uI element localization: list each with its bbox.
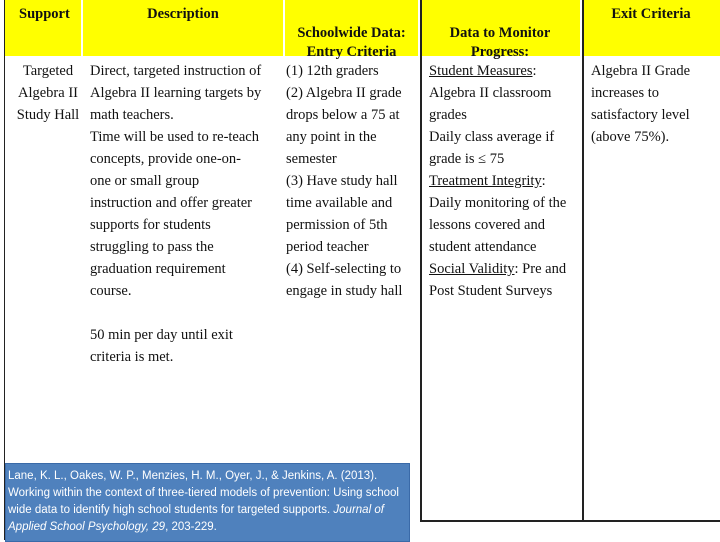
header-schoolwide (285, 0, 418, 60)
citation-authors: Lane, K. L., Oakes, W. P., Menzies, H. M., Oyer, J., & Jenkins, A. (2013). Working within the context of three-tiered models of prevention: Using school wide data to identify high school students for targeted supports. (8, 470, 399, 516)
header-support (5, 0, 81, 56)
citation-pages: , 203-229. (165, 521, 217, 533)
table-bottom-border (420, 520, 720, 522)
student-measures-text: : Algebra II classroom grades Daily class average if grade is ≤ 75 (429, 63, 555, 167)
monitor-cell (429, 60, 584, 302)
header-description (83, 0, 283, 56)
social-validity-label: Social Validity (429, 261, 515, 277)
exit-criteria-cell: Algebra II Grade increases to satisfactory level (above 75%). (591, 63, 691, 145)
column-divider (4, 0, 5, 540)
header-schoolwide-label: Schoolwide Data: Entry Criteria (297, 25, 406, 60)
description-duration: 50 min per day until exit criteria is met. (90, 327, 233, 365)
header-description-label: Description (147, 6, 219, 22)
header-support-label: Support (19, 6, 70, 22)
column-divider (420, 0, 422, 522)
citation-box (5, 463, 410, 542)
header-exit (582, 0, 720, 56)
header-monitor-label: Data to Monitor Progress: (449, 25, 551, 60)
entry-criteria-cell: (1) 12th graders (2) Algebra II grade drops below a 75 at any point in the semester (3) Have study hall time available and permission of 5th period teacher (4) Self-selecting to engage in study hall (286, 63, 403, 299)
header-monitor (420, 0, 580, 60)
support-cell: Targeted Algebra II Study Hall (16, 63, 80, 123)
student-measures-label: Student Measures (429, 63, 533, 79)
description-cell: Direct, targeted instruction of Algebra II learning targets by math teachers. Time will be used to re-teach concepts, provide one-on- one or small group instruction and offer greater supports for students struggling to pass the graduation requirement course. (90, 63, 262, 299)
treatment-integrity-label: Treatment Integrity (429, 173, 542, 189)
citation-journal: Journal of Applied School Psychology, 29 (8, 504, 384, 533)
social-validity-text: : Pre and Post Student Surveys (429, 261, 567, 299)
treatment-integrity-text: : Daily monitoring of the lessons covered and student attendance (429, 173, 567, 255)
header-exit-label: Exit Criteria (611, 6, 691, 22)
